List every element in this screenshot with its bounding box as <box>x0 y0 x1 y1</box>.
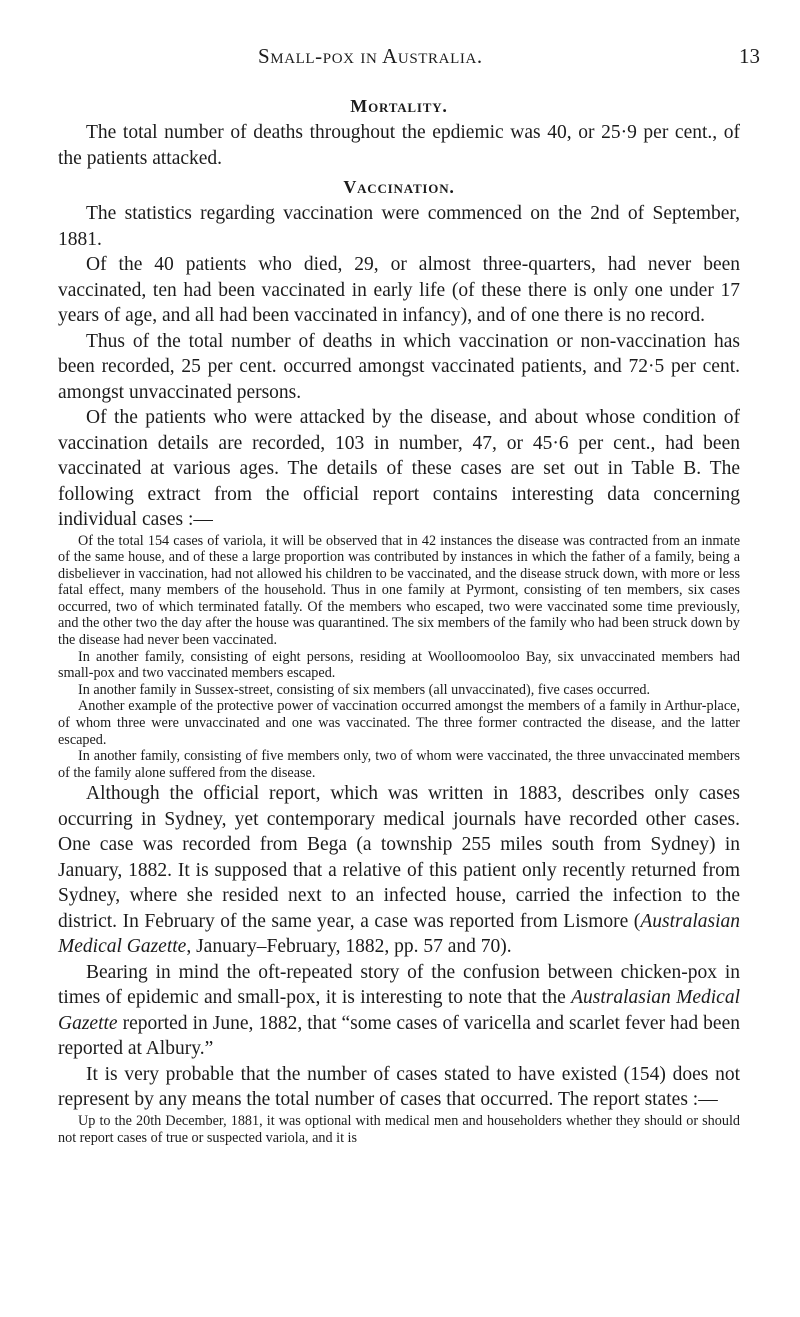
vaccination-paragraph-2: Of the 40 patients who died, 29, or almost three-quarters, had never been vaccinated, ten had been vaccinated in early life (of these there is only one under 17 years of age, and all had been vaccinated in infancy), and of one there is no record. <box>58 254 740 326</box>
official-report-extract <box>58 533 740 782</box>
running-title: Small-pox in Australia. <box>258 44 483 68</box>
report-quote: Up to the 20th December, 1881, it was optional with medical men and householders whether they should or should not report cases of true or suspected variola, and it is <box>58 1112 740 1146</box>
journal-title: Australasian Medical Gazette <box>58 910 740 958</box>
other-cases-text-2: , January–February, 1882, pp. 57 and 70). <box>186 936 512 958</box>
case-count-paragraph: It is very probable that the number of cases stated to have existed (154) does not represent by any means the total number of cases that occurred. The report states :— <box>58 1063 740 1111</box>
extract-paragraph-2: In another family, consisting of eight persons, residing at Woolloomooloo Bay, six unvaccinated members had small-pox and two vaccinated members escaped. <box>58 648 740 682</box>
mortality-heading: Mortality. <box>350 96 448 116</box>
vaccination-heading: Vaccination. <box>343 177 455 197</box>
chicken-pox-text-1: Bearing in mind the oft-repeated story of the confusion between chicken-pox in times of epidemic and small-pox, it is interesting to note that the <box>58 961 740 1009</box>
vaccination-paragraph-4: Of the patients who were attacked by the disease, and about whose condition of vaccination details are recorded, 103 in number, 47, or 45·6 per cent., had been vaccinated at various ages. The details of these cases are set out in Table B. The following extract from the official report contains interesting data concerning individual cases :— <box>58 407 740 530</box>
journal-title-2: Australasian Medical Gazette <box>58 987 740 1034</box>
page-body <box>58 94 740 1146</box>
mortality-paragraph: The total number of deaths throughout the epdiemic was 40, or 25·9 per cent., of the patients attacked. <box>58 122 740 169</box>
vaccination-paragraph-1: The statistics regarding vaccination were commenced on the 2nd of September, 1881. <box>58 203 740 250</box>
page-number: 13 <box>739 44 760 68</box>
extract-paragraph-4: Another example of the protective power of vaccination occurred amongst the members of a family in Arthur-place, of whom three were unvaccinated and one was vaccinated. The three former contracted the disease, and the latter escaped. <box>58 698 740 748</box>
page-header <box>258 44 760 74</box>
extract-paragraph-1: Of the total 154 cases of variola, it will be observed that in 42 instances the disease was contracted from an inmate of the same house, and of these a large proportion was contributed by instances in which the father of a family, being a disbeliever in vaccination, had not allowed his children to be vaccinated, and the disease struck down, with more or less fatal effect, many members of the household. Thus in one family at Pyrmont, consisting of ten members, six cases occurred, two of which terminated fatally. Of the members who escaped, two were vaccinated some time previously, and the other two the day after the house was quarantined. The six members of the family who had been struck down by the disease had never been vaccinated. <box>58 532 740 649</box>
extract-paragraph-5: In another family, consisting of five members only, two of whom were vaccinated, the three unvaccinated members of the family alone suffered from the disease. <box>58 748 740 781</box>
chicken-pox-paragraph <box>58 960 740 1062</box>
chicken-pox-text-2: reported in June, 1882, that “some cases of varicella and scarlet fever had been reported at Albury.” <box>58 1012 740 1060</box>
extract-paragraph-3: In another family in Sussex-street, consisting of six members (all unvaccinated), five cases occurred. <box>78 681 651 698</box>
other-cases-text-1: Although the official report, which was written in 1883, describes only cases occurring in Sydney, yet contemporary medical journals have recorded other cases. One case was recorded from Bega (a township 255 miles south from Sydney) in January, 1882. It is supposed that a relative of this patient only recently returned from Sydney, where she resided next to an infected house, carried the infection to the district. In February of the same year, a case was reported from Lismore ( <box>58 783 740 932</box>
vaccination-paragraph-3: Thus of the total number of deaths in which vaccination or non-vaccination has been recorded, 25 per cent. occurred amongst vaccinated patients, and 72·5 per cent. amongst unvaccinated persons. <box>58 330 740 403</box>
other-cases-paragraph <box>58 781 740 960</box>
